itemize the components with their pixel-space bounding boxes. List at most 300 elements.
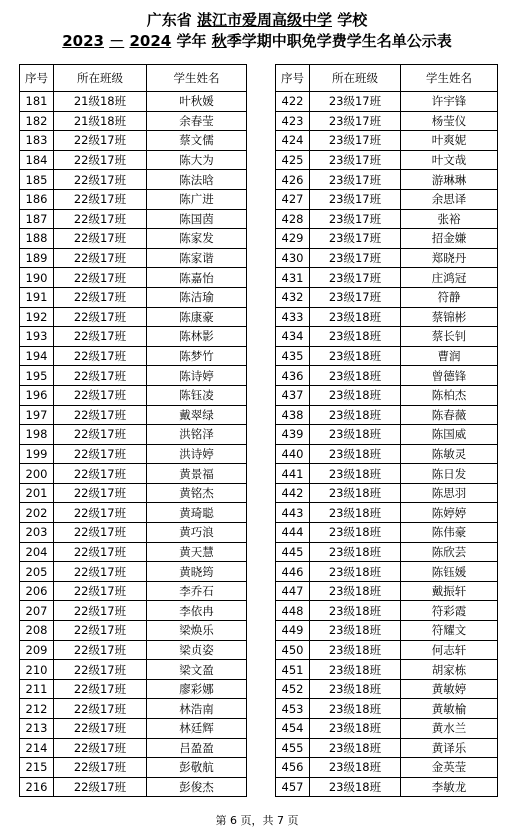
table-row <box>20 268 247 288</box>
term: 秋 <box>211 32 227 50</box>
row-number: 190 <box>20 268 54 288</box>
row-number: 213 <box>20 719 54 739</box>
table-row <box>276 601 498 621</box>
table-row <box>20 307 247 327</box>
row-number: 431 <box>276 268 310 288</box>
table-row <box>276 366 498 386</box>
table-row <box>20 523 247 543</box>
row-number: 205 <box>20 562 54 582</box>
class-cell: 22级17班 <box>54 170 147 190</box>
student-name: 廖彩娜 <box>147 679 247 699</box>
row-number: 210 <box>20 660 54 680</box>
student-name: 戴振轩 <box>401 581 498 601</box>
row-number: 444 <box>276 523 310 543</box>
class-cell: 22级17班 <box>54 385 147 405</box>
table-row <box>276 92 498 112</box>
student-name: 陈敏灵 <box>401 444 498 464</box>
student-name: 陈法晗 <box>147 170 247 190</box>
student-name: 游琳琳 <box>401 170 498 190</box>
student-name: 符耀文 <box>401 621 498 641</box>
row-number: 442 <box>276 483 310 503</box>
table-row <box>276 542 498 562</box>
row-number: 424 <box>276 131 310 151</box>
student-name: 陈欣芸 <box>401 542 498 562</box>
student-name: 陈国威 <box>401 425 498 445</box>
class-cell: 23级17班 <box>310 131 401 151</box>
table-row <box>276 503 498 523</box>
table-row <box>276 581 498 601</box>
student-name: 黄巧浪 <box>147 523 247 543</box>
row-number: 451 <box>276 660 310 680</box>
row-number: 443 <box>276 503 310 523</box>
class-cell: 22级17班 <box>54 268 147 288</box>
table-row <box>276 248 498 268</box>
class-cell: 22级17班 <box>54 562 147 582</box>
student-name: 符彩霞 <box>401 601 498 621</box>
row-number: 449 <box>276 621 310 641</box>
row-number: 450 <box>276 640 310 660</box>
row-number: 432 <box>276 287 310 307</box>
table-row <box>20 503 247 523</box>
class-cell: 22级17班 <box>54 287 147 307</box>
table-row <box>276 483 498 503</box>
student-name: 洪铭泽 <box>147 425 247 445</box>
table-row <box>20 679 247 699</box>
table-row <box>276 111 498 131</box>
row-number: 191 <box>20 287 54 307</box>
student-name: 陈诗婷 <box>147 366 247 386</box>
student-name: 杨莹仪 <box>401 111 498 131</box>
class-cell: 22级17班 <box>54 581 147 601</box>
student-name: 陈梦竹 <box>147 346 247 366</box>
student-name: 蔡锦彬 <box>401 307 498 327</box>
row-number: 436 <box>276 366 310 386</box>
column-header-no: 序号 <box>20 65 54 92</box>
row-number: 209 <box>20 640 54 660</box>
class-cell: 23级18班 <box>310 621 401 641</box>
table-row <box>20 581 247 601</box>
class-cell: 23级18班 <box>310 444 401 464</box>
row-number: 434 <box>276 327 310 347</box>
class-cell: 22级17班 <box>54 131 147 151</box>
table-row <box>20 621 247 641</box>
table-row <box>20 738 247 758</box>
table-row <box>20 327 247 347</box>
column-header-name: 学生姓名 <box>147 65 247 92</box>
class-cell: 23级17班 <box>310 170 401 190</box>
student-name: 李乔石 <box>147 581 247 601</box>
row-number: 207 <box>20 601 54 621</box>
class-cell: 23级18班 <box>310 542 401 562</box>
student-name: 陈康豪 <box>147 307 247 327</box>
class-cell: 22级17班 <box>54 621 147 641</box>
row-number: 430 <box>276 248 310 268</box>
table-row <box>20 777 247 797</box>
student-name: 胡家栋 <box>401 660 498 680</box>
class-cell: 22级17班 <box>54 405 147 425</box>
class-cell: 22级17班 <box>54 523 147 543</box>
table-row <box>20 425 247 445</box>
student-name: 陈日发 <box>401 464 498 484</box>
table-row <box>20 131 247 151</box>
student-name: 陈嘉怡 <box>147 268 247 288</box>
row-number: 425 <box>276 150 310 170</box>
class-cell: 22级17班 <box>54 327 147 347</box>
row-number: 454 <box>276 719 310 739</box>
class-cell: 23级18班 <box>310 640 401 660</box>
document-title-line2 <box>0 32 514 50</box>
row-number: 182 <box>20 111 54 131</box>
student-name: 黄译乐 <box>401 738 498 758</box>
class-cell: 22级17班 <box>54 366 147 386</box>
class-cell: 23级17班 <box>310 189 401 209</box>
student-name: 张裕 <box>401 209 498 229</box>
class-cell: 23级17班 <box>310 287 401 307</box>
class-cell: 22级17班 <box>54 758 147 778</box>
row-number: 202 <box>20 503 54 523</box>
student-name: 余思译 <box>401 189 498 209</box>
student-name: 梁焕乐 <box>147 621 247 641</box>
table-row <box>20 346 247 366</box>
table-row <box>276 679 498 699</box>
student-name: 叶爽妮 <box>401 131 498 151</box>
student-name: 彭俊杰 <box>147 777 247 797</box>
row-number: 192 <box>20 307 54 327</box>
row-number: 435 <box>276 346 310 366</box>
table-row <box>276 719 498 739</box>
table-header-row <box>20 65 247 92</box>
row-number: 206 <box>20 581 54 601</box>
table-row <box>276 621 498 641</box>
table-row <box>276 777 498 797</box>
class-cell: 23级17班 <box>310 150 401 170</box>
student-name: 黄琦聪 <box>147 503 247 523</box>
row-number: 433 <box>276 307 310 327</box>
class-cell: 22级17班 <box>54 503 147 523</box>
student-name: 黄水兰 <box>401 719 498 739</box>
student-name: 黄晓筠 <box>147 562 247 582</box>
class-cell: 23级18班 <box>310 483 401 503</box>
student-name: 许宇锋 <box>401 92 498 112</box>
table-header-row <box>276 65 498 92</box>
table-row <box>20 248 247 268</box>
class-cell: 22级17班 <box>54 679 147 699</box>
class-cell: 21级18班 <box>54 92 147 112</box>
table-row <box>20 92 247 112</box>
row-number: 200 <box>20 464 54 484</box>
table-row <box>276 150 498 170</box>
class-cell: 23级18班 <box>310 307 401 327</box>
row-number: 189 <box>20 248 54 268</box>
class-cell: 23级17班 <box>310 111 401 131</box>
student-name: 李依冉 <box>147 601 247 621</box>
class-cell: 22级17班 <box>54 189 147 209</box>
student-name: 黄景福 <box>147 464 247 484</box>
student-name: 曹润 <box>401 346 498 366</box>
row-number: 187 <box>20 209 54 229</box>
class-cell: 23级18班 <box>310 581 401 601</box>
row-number: 203 <box>20 523 54 543</box>
class-cell: 23级18班 <box>310 327 401 347</box>
province: 广东省 <box>146 11 192 29</box>
student-name: 黄天慧 <box>147 542 247 562</box>
row-number: 422 <box>276 92 310 112</box>
row-number: 440 <box>276 444 310 464</box>
table-row <box>276 699 498 719</box>
row-number: 426 <box>276 170 310 190</box>
table-row <box>20 209 247 229</box>
class-cell: 22级17班 <box>54 346 147 366</box>
year-separator: － <box>109 32 125 50</box>
table-row <box>20 719 247 739</box>
table-row <box>20 229 247 249</box>
student-name: 庄鸿冠 <box>401 268 498 288</box>
table-row <box>20 189 247 209</box>
table-row <box>20 601 247 621</box>
class-cell: 23级18班 <box>310 346 401 366</box>
table-row <box>276 287 498 307</box>
class-cell: 23级18班 <box>310 738 401 758</box>
student-name: 黄敏榆 <box>401 699 498 719</box>
table-row <box>276 346 498 366</box>
student-table-left <box>19 64 247 797</box>
student-name: 陈大为 <box>147 150 247 170</box>
student-name: 何志轩 <box>401 640 498 660</box>
class-cell: 22级17班 <box>54 777 147 797</box>
table-row <box>20 287 247 307</box>
class-cell: 23级18班 <box>310 523 401 543</box>
class-cell: 22级17班 <box>54 229 147 249</box>
row-number: 199 <box>20 444 54 464</box>
student-name: 吕盈盈 <box>147 738 247 758</box>
student-name: 李敏龙 <box>401 777 498 797</box>
student-name: 叶秋媛 <box>147 92 247 112</box>
row-number: 216 <box>20 777 54 797</box>
student-name: 陈思羽 <box>401 483 498 503</box>
year-end: 2024 <box>129 32 172 50</box>
row-number: 195 <box>20 366 54 386</box>
table-row <box>20 640 247 660</box>
row-number: 447 <box>276 581 310 601</box>
student-name: 黄铭杰 <box>147 483 247 503</box>
table-row <box>20 385 247 405</box>
student-name: 梁文盈 <box>147 660 247 680</box>
student-name: 余春莹 <box>147 111 247 131</box>
class-cell: 22级17班 <box>54 209 147 229</box>
row-number: 212 <box>20 699 54 719</box>
class-cell: 22级17班 <box>54 150 147 170</box>
row-number: 201 <box>20 483 54 503</box>
table-row <box>276 444 498 464</box>
row-number: 455 <box>276 738 310 758</box>
class-cell: 23级18班 <box>310 679 401 699</box>
column-header-name: 学生姓名 <box>401 65 498 92</box>
student-name: 陈国茵 <box>147 209 247 229</box>
table-row <box>20 366 247 386</box>
student-name: 叶文哉 <box>401 150 498 170</box>
student-name: 招金嫌 <box>401 229 498 249</box>
class-cell: 22级17班 <box>54 307 147 327</box>
row-number: 428 <box>276 209 310 229</box>
student-name: 金英莹 <box>401 758 498 778</box>
student-name: 林浩南 <box>147 699 247 719</box>
row-number: 193 <box>20 327 54 347</box>
table-row <box>20 170 247 190</box>
student-name: 林廷辉 <box>147 719 247 739</box>
student-name: 陈广进 <box>147 189 247 209</box>
class-cell: 23级17班 <box>310 268 401 288</box>
class-cell: 22级17班 <box>54 660 147 680</box>
student-name: 陈钰凌 <box>147 385 247 405</box>
student-name: 陈婷婷 <box>401 503 498 523</box>
student-name: 蔡文儒 <box>147 131 247 151</box>
class-cell: 22级17班 <box>54 248 147 268</box>
table-row <box>276 738 498 758</box>
document-title-line1 <box>0 11 514 29</box>
table-row <box>276 307 498 327</box>
class-cell: 23级18班 <box>310 719 401 739</box>
class-cell: 23级18班 <box>310 777 401 797</box>
class-cell: 23级17班 <box>310 92 401 112</box>
table-row <box>20 562 247 582</box>
table-row <box>276 562 498 582</box>
class-cell: 22级17班 <box>54 444 147 464</box>
row-number: 445 <box>276 542 310 562</box>
row-number: 423 <box>276 111 310 131</box>
class-cell: 22级17班 <box>54 483 147 503</box>
table-row <box>276 131 498 151</box>
row-number: 429 <box>276 229 310 249</box>
class-cell: 23级18班 <box>310 385 401 405</box>
column-header-class: 所在班级 <box>54 65 147 92</box>
table-row <box>20 758 247 778</box>
row-number: 457 <box>276 777 310 797</box>
row-number: 185 <box>20 170 54 190</box>
row-number: 456 <box>276 758 310 778</box>
student-name: 陈柏杰 <box>401 385 498 405</box>
class-cell: 23级18班 <box>310 699 401 719</box>
row-number: 208 <box>20 621 54 641</box>
student-name: 陈钰媛 <box>401 562 498 582</box>
class-cell: 23级18班 <box>310 503 401 523</box>
row-number: 427 <box>276 189 310 209</box>
class-cell: 23级18班 <box>310 464 401 484</box>
table-row <box>20 111 247 131</box>
column-header-no: 序号 <box>276 65 310 92</box>
student-name: 蔡长钊 <box>401 327 498 347</box>
student-name: 陈家谐 <box>147 248 247 268</box>
student-name: 戴翠绿 <box>147 405 247 425</box>
city: 湛江市 <box>196 11 242 29</box>
student-name: 陈家发 <box>147 229 247 249</box>
table-row <box>276 464 498 484</box>
table-row <box>20 660 247 680</box>
table-row <box>276 523 498 543</box>
table-row <box>276 640 498 660</box>
class-cell: 23级18班 <box>310 601 401 621</box>
student-name: 黄敏婷 <box>401 679 498 699</box>
row-number: 186 <box>20 189 54 209</box>
class-cell: 22级17班 <box>54 464 147 484</box>
table-row <box>20 699 247 719</box>
table-row <box>276 425 498 445</box>
student-name: 洪诗婷 <box>147 444 247 464</box>
class-cell: 22级17班 <box>54 699 147 719</box>
column-header-class: 所在班级 <box>310 65 401 92</box>
class-cell: 23级18班 <box>310 758 401 778</box>
class-cell: 22级17班 <box>54 601 147 621</box>
table-row <box>276 209 498 229</box>
year-start: 2023 <box>62 32 104 50</box>
table-row <box>20 405 247 425</box>
table-row <box>276 758 498 778</box>
school-suffix: 学校 <box>337 11 368 29</box>
class-cell: 22级17班 <box>54 640 147 660</box>
row-number: 184 <box>20 150 54 170</box>
row-number: 439 <box>276 425 310 445</box>
row-number: 446 <box>276 562 310 582</box>
student-name: 符静 <box>401 287 498 307</box>
student-name: 陈春薇 <box>401 405 498 425</box>
class-cell: 22级17班 <box>54 542 147 562</box>
table-row <box>276 229 498 249</box>
class-cell: 23级17班 <box>310 229 401 249</box>
row-number: 181 <box>20 92 54 112</box>
student-name: 彭敬航 <box>147 758 247 778</box>
class-cell: 23级17班 <box>310 248 401 268</box>
row-number: 183 <box>20 131 54 151</box>
row-number: 194 <box>20 346 54 366</box>
class-cell: 22级17班 <box>54 425 147 445</box>
row-number: 188 <box>20 229 54 249</box>
row-number: 441 <box>276 464 310 484</box>
row-number: 204 <box>20 542 54 562</box>
table-row <box>276 660 498 680</box>
table-row <box>20 464 247 484</box>
page-footer: 第 6 页，共 7 页 <box>215 814 299 827</box>
class-cell: 23级18班 <box>310 405 401 425</box>
student-name: 曾德锋 <box>401 366 498 386</box>
row-number: 453 <box>276 699 310 719</box>
row-number: 214 <box>20 738 54 758</box>
table-row <box>276 385 498 405</box>
table-row <box>20 150 247 170</box>
table-row <box>276 268 498 288</box>
class-cell: 21级18班 <box>54 111 147 131</box>
table-row <box>276 327 498 347</box>
row-number: 437 <box>276 385 310 405</box>
row-number: 438 <box>276 405 310 425</box>
row-number: 197 <box>20 405 54 425</box>
table-row <box>20 444 247 464</box>
row-number: 211 <box>20 679 54 699</box>
student-table-right <box>275 64 498 797</box>
class-cell: 23级18班 <box>310 425 401 445</box>
student-name: 陈伟豪 <box>401 523 498 543</box>
row-number: 196 <box>20 385 54 405</box>
class-cell: 23级17班 <box>310 209 401 229</box>
year-suffix: 学年 <box>176 32 207 50</box>
class-cell: 23级18班 <box>310 660 401 680</box>
class-cell: 23级18班 <box>310 366 401 386</box>
student-name: 陈洁瑜 <box>147 287 247 307</box>
table-row <box>20 542 247 562</box>
row-number: 452 <box>276 679 310 699</box>
class-cell: 22级17班 <box>54 738 147 758</box>
table-row <box>276 405 498 425</box>
row-number: 198 <box>20 425 54 445</box>
row-number: 215 <box>20 758 54 778</box>
